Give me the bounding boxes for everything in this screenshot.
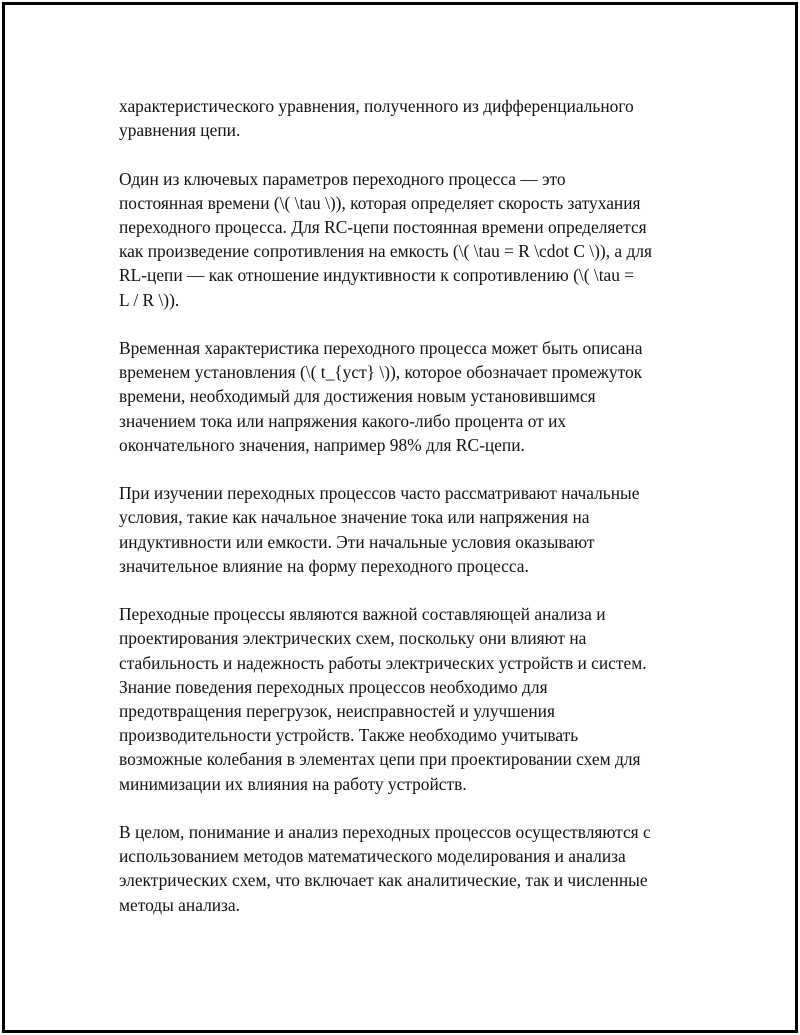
document-body: [119, 94, 689, 941]
paragraph-initial-conditions: При изучении переходных процессов часто рассматривают начальные условия, такие как начальное значение тока или напряжения на индуктивности или емкости. Эти начальные условия оказывают значительное влияние на форму переходного процесса.: [119, 483, 640, 576]
paragraph-settling-time: Временная характеристика переходного процесса может быть описана временем установления (\( t_{уст} \)), которое обозначает промежуток времени, необходимый для достижения новым установившимся значением тока или напряжения какого-либо процента от их окончательного значения, например 98% для RC-цепи.: [119, 338, 643, 455]
paragraph-continuation: характеристического уравнения, полученного из дифференциального уравнения цепи.: [119, 96, 634, 141]
paragraph-time-constant: Один из ключевых параметров переходного процесса — это постоянная времени (\( \tau \)), которая определяет скорость затухания переходного процесса. Для RC-цепи постоянная времени определяется как произведение сопротивления на емкость (\( \tau = R \cdot C \)), а для RL-цепи — как отношение индуктивности к сопротивлению (\( \tau = L / R \)).: [119, 168, 652, 310]
paragraph-conclusion: В целом, понимание и анализ переходных процессов осуществляются с использованием методов математического моделирования и анализа электрических схем, что включает как аналитические, так и численные методы анализа.: [119, 822, 651, 915]
paragraph-importance: Переходные процессы являются важной составляющей анализа и проектирования электрических схем, поскольку они влияют на стабильность и надежность работы электрических устройств и систем. Знание поведения переходных процессов необходимо для предотвращения перегрузок, неисправностей и улучшения производительности устройств. Также необходимо учитывать возможные колебания в элементах цепи при проектировании схем для минимизации их влияния на работу устройств.: [119, 604, 647, 794]
